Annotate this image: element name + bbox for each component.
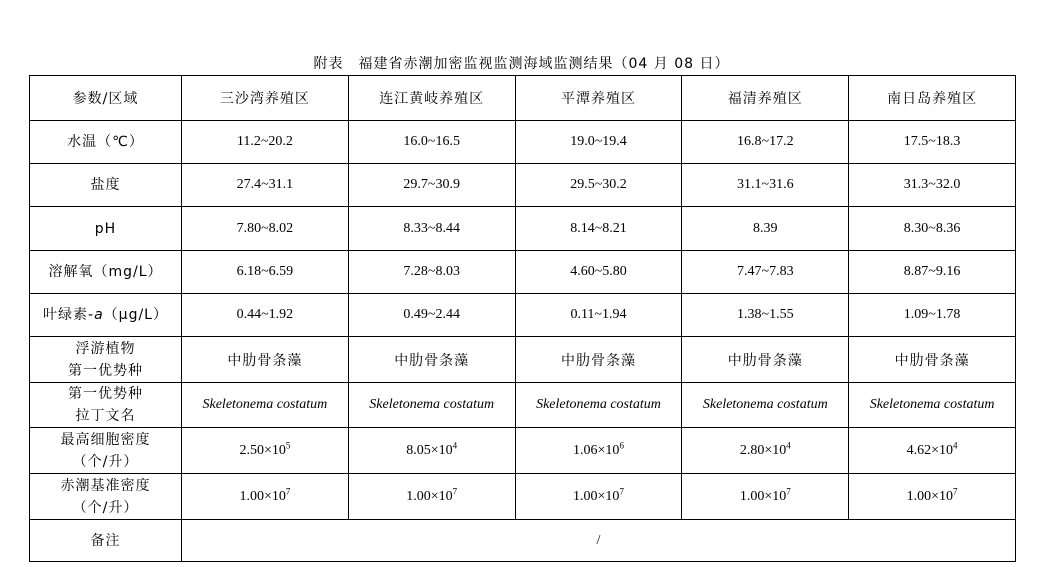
table-cell: 4.60~5.80 [515,251,682,294]
row-label [30,337,182,383]
label-line: 拉丁文名 [75,408,136,424]
exponent: 7 [619,485,624,496]
exponent: 4 [953,439,958,450]
mantissa: 1.00×10 [239,488,286,504]
table-row-salinity [30,164,1016,207]
label-line: 赤潮基准密度 [60,477,151,494]
mantissa: 2.80×10 [739,442,787,458]
table-cell: 0.44~1.92 [182,294,349,337]
table-cell: 8.87~9.16 [849,251,1016,294]
label-line: （个/升） [72,453,139,470]
table-row-baseline-density [30,474,1016,520]
label-line: 最高细胞密度 [60,431,151,448]
table-cell: 0.49~2.44 [348,294,515,337]
mantissa: 1.00×10 [739,488,787,504]
table-row-dissolved-oxygen [30,251,1016,294]
row-label: 溶解氧（mg/L） [30,251,182,294]
row-label: 盐度 [30,164,182,207]
table-cell: 8.14~8.21 [515,207,682,251]
table-row-chlorophyll [30,294,1016,337]
table-cell: 0.11~1.94 [515,294,682,337]
table-cell [849,428,1016,474]
exponent: 7 [786,485,791,496]
table-cell: 1.38~1.55 [682,294,849,337]
mantissa: 1.00×10 [906,488,954,504]
exponent: 7 [285,485,291,496]
mantissa: 1.00×10 [406,488,453,504]
table-row-water-temp [30,121,1016,164]
table-cell: 中肋骨条藻 [348,337,515,383]
table-cell: 17.5~18.3 [849,121,1016,164]
table-cell: 6.18~6.59 [182,251,349,294]
exponent: 6 [619,439,624,450]
table-cell: 中肋骨条藻 [182,337,349,383]
table-cell: 31.1~31.6 [682,164,849,207]
exponent: 4 [452,439,458,450]
table-cell [682,474,849,520]
table-cell [515,474,682,520]
label-italic: a [94,307,104,323]
mantissa: 4.62×10 [906,442,954,458]
table-cell: 7.47~7.83 [682,251,849,294]
table-cell: 8.39 [682,207,849,251]
table-row-ph [30,207,1016,251]
label-suffix: （μg/L） [103,307,168,323]
row-label: 备注 [30,520,182,562]
table-cell: 16.0~16.5 [348,121,515,164]
monitoring-results-table [29,75,1016,562]
exponent: 4 [786,439,791,450]
exponent: 5 [285,439,291,450]
table-cell: 中肋骨条藻 [849,337,1016,383]
table-cell: 7.80~8.02 [182,207,349,251]
table-cell: 8.30~8.36 [849,207,1016,251]
row-label [30,294,182,337]
table-cell: 中肋骨条藻 [515,337,682,383]
table-cell [849,474,1016,520]
label-line: （个/升） [72,499,139,516]
table-cell: Skeletonema costatum [348,383,515,428]
table-row-dominant-species [30,337,1016,383]
table-cell: 8.33~8.44 [348,207,515,251]
header-region: 三沙湾养殖区 [182,76,349,121]
table-cell: Skeletonema costatum [849,383,1016,428]
table-cell: 27.4~31.1 [182,164,349,207]
table-cell: 31.3~32.0 [849,164,1016,207]
table-cell [182,474,349,520]
table-cell: Skeletonema costatum [682,383,849,428]
header-region: 连江黄岐养殖区 [348,76,515,121]
table-caption: 附表 福建省赤潮加密监视监测海域监测结果（04 月 08 日） [313,56,730,72]
exponent: 7 [452,485,458,496]
table-cell [182,428,349,474]
header-param-label: 参数/区域 [30,76,182,121]
header-region: 平潭养殖区 [515,76,682,121]
header-region: 南日岛养殖区 [849,76,1016,121]
row-label [30,428,182,474]
row-label [30,383,182,428]
label-line: 浮游植物 [75,340,136,357]
mantissa: 1.00×10 [573,488,620,504]
table-cell: 中肋骨条藻 [682,337,849,383]
row-label: 水温（℃） [30,121,182,164]
header-region: 福清养殖区 [682,76,849,121]
label-prefix: 叶绿素- [43,307,95,323]
table-row-max-density [30,428,1016,474]
table-cell: 29.5~30.2 [515,164,682,207]
table-cell: Skeletonema costatum [515,383,682,428]
label-line: 第一优势种 [68,362,143,379]
table-cell [348,474,515,520]
table-cell [348,428,515,474]
table-cell: 19.0~19.4 [515,121,682,164]
label-line: 第一优势种 [68,386,143,402]
table-cell: 1.09~1.78 [849,294,1016,337]
table-cell: 11.2~20.2 [182,121,349,164]
row-label [30,474,182,520]
table-row-remarks [30,520,1016,562]
mantissa: 8.05×10 [406,442,453,458]
mantissa: 1.06×10 [573,442,620,458]
table-cell: 7.28~8.03 [348,251,515,294]
remarks-cell: / [182,520,1016,562]
table-row-latin-name [30,383,1016,428]
table-cell: 16.8~17.2 [682,121,849,164]
table-cell [515,428,682,474]
table-cell: 29.7~30.9 [348,164,515,207]
row-label: pH [30,207,182,251]
table-cell: Skeletonema costatum [182,383,349,428]
mantissa: 2.50×10 [239,442,286,458]
table-cell [682,428,849,474]
header-row [30,76,1016,121]
exponent: 7 [953,485,958,496]
